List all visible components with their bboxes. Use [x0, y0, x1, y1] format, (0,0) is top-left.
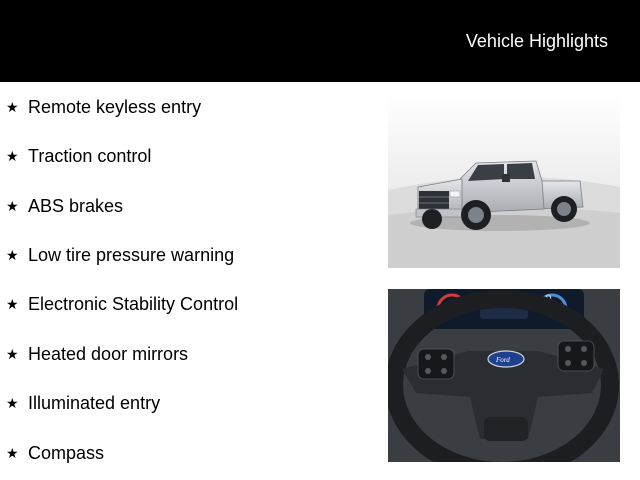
star-icon: ★: [6, 98, 19, 115]
feature-label: Illuminated entry: [28, 392, 161, 413]
list-item: [6, 195, 123, 217]
truck-illustration: [388, 95, 620, 268]
svg-text:Ford: Ford: [496, 356, 510, 364]
feature-label: Remote keyless entry: [28, 96, 202, 117]
feature-label: Traction control: [28, 145, 152, 166]
header-bar: [0, 0, 640, 82]
star-icon: ★: [6, 345, 19, 362]
star-icon: ★: [6, 197, 19, 214]
star-icon: ★: [6, 444, 19, 461]
star-icon: ★: [6, 295, 19, 312]
feature-label: Compass: [28, 442, 105, 463]
list-item: [6, 244, 234, 266]
list-item: [6, 145, 151, 167]
page-title: Vehicle Highlights: [465, 31, 608, 51]
star-icon: ★: [6, 147, 19, 164]
truck-exterior-photo: [388, 95, 620, 268]
feature-label: Electronic Stability Control: [28, 293, 239, 314]
steering-wheel-illustration: [388, 289, 620, 462]
list-item: [6, 293, 238, 315]
list-item: [6, 392, 160, 414]
svg-text:0: 0: [545, 292, 552, 306]
feature-label: Low tire pressure warning: [28, 244, 235, 265]
feature-label: ABS brakes: [28, 195, 124, 216]
steering-wheel-photo: [388, 289, 620, 462]
star-icon: ★: [6, 246, 19, 263]
star-icon: ★: [6, 394, 19, 411]
list-item: [6, 96, 201, 118]
list-item: [6, 442, 104, 464]
feature-label: Heated door mirrors: [28, 343, 189, 364]
list-item: [6, 343, 188, 365]
